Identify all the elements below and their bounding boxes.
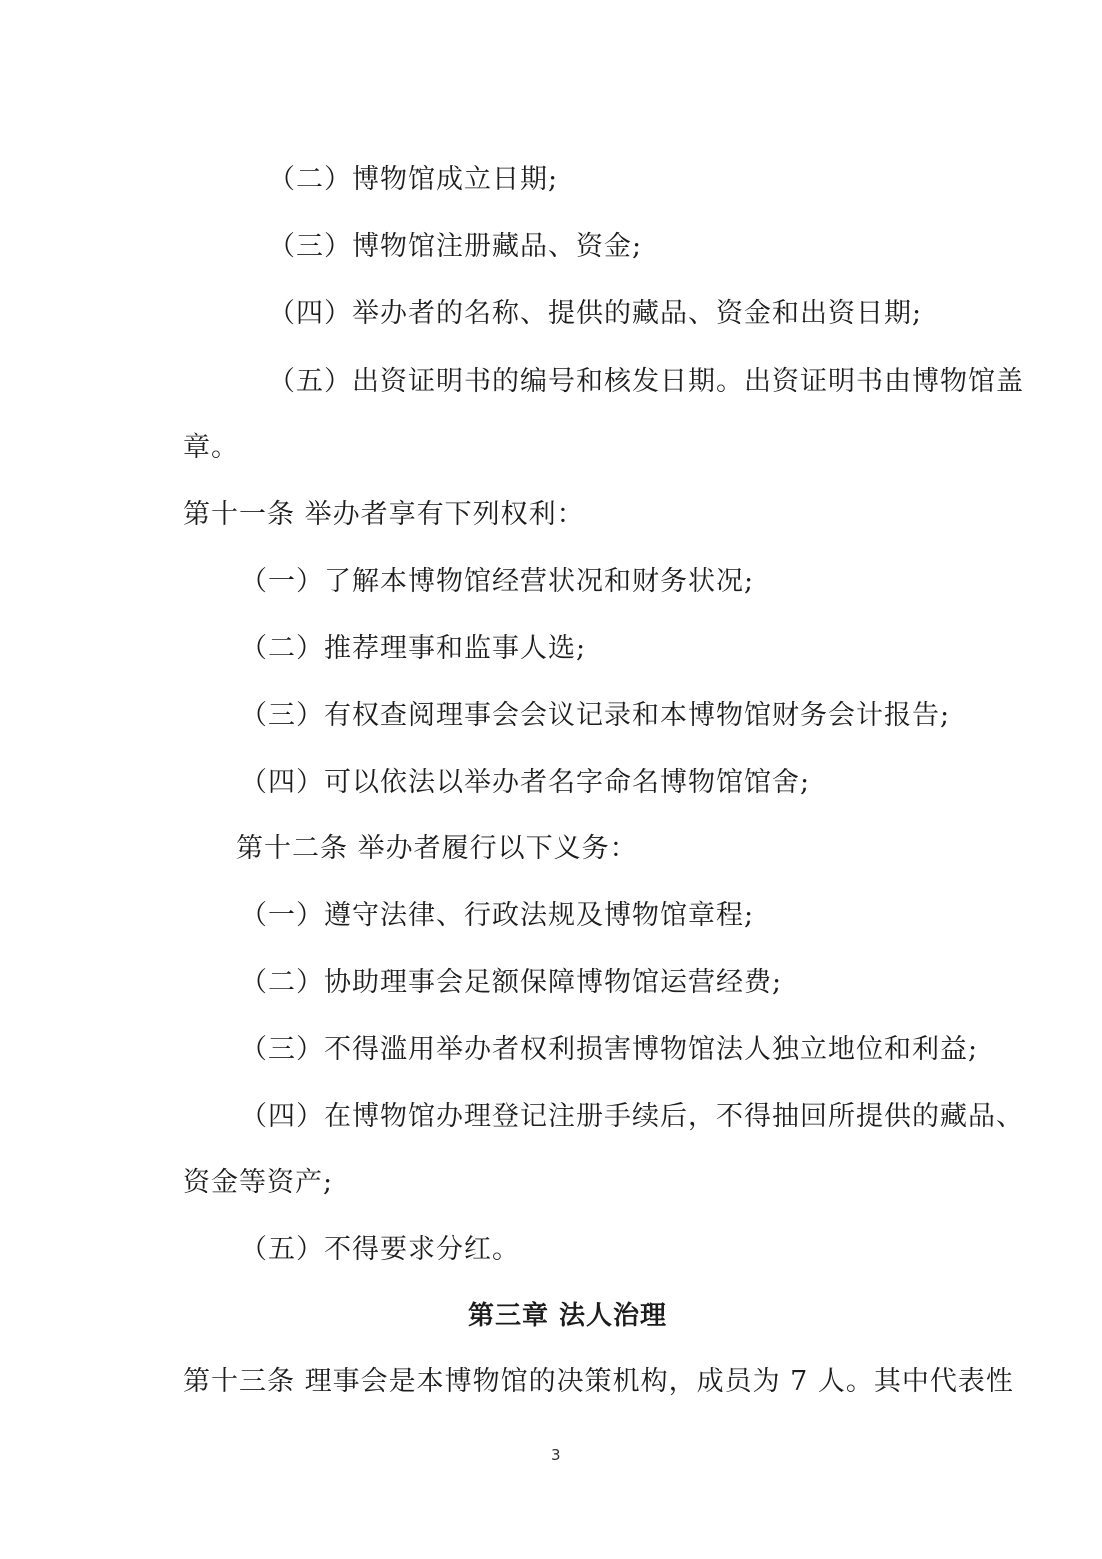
article-12-heading: 第十二条 举办者履行以下义务： bbox=[236, 833, 638, 864]
clause-2-establish-date: （二）博物馆成立日期; bbox=[268, 164, 559, 195]
chapter-3-heading: 第三章 法人治理 bbox=[468, 1301, 668, 1331]
article-12-clause-1: （一）遵守法律、行政法规及博物馆章程; bbox=[240, 900, 755, 931]
article-11-clause-1: （一）了解本博物馆经营状况和财务状况; bbox=[240, 566, 755, 597]
article-12-clause-2: （二）协助理事会足额保障博物馆运营经费; bbox=[240, 967, 783, 998]
article-11-clause-3: （三）有权查阅理事会会议记录和本博物馆财务会计报告; bbox=[240, 700, 951, 731]
article-12-clause-5: （五）不得要求分红。 bbox=[240, 1234, 520, 1265]
article-13-opening: 第十三条 理事会是本博物馆的决策机构，成员为 7 人。其中代表性 bbox=[183, 1366, 1014, 1397]
page-number: 3 bbox=[551, 1446, 561, 1464]
clause-4-sponsor-name: （四）举办者的名称、提供的藏品、资金和出资日期; bbox=[268, 298, 923, 329]
clause-3-registered-collections: （三）博物馆注册藏品、资金; bbox=[268, 231, 643, 262]
article-12-clause-3: （三）不得滥用举办者权利损害博物馆法人独立地位和利益; bbox=[240, 1034, 979, 1065]
article-11-clause-4: （四）可以依法以举办者名字命名博物馆馆舍; bbox=[240, 767, 811, 798]
article-11-clause-2: （二）推荐理事和监事人选; bbox=[240, 633, 587, 664]
article-12-clause-4: （四）在博物馆办理登记注册手续后，不得抽回所提供的藏品、 bbox=[240, 1101, 1024, 1132]
clause-5-certificate: （五）出资证明书的编号和核发日期。出资证明书由博物馆盖 bbox=[268, 366, 1024, 397]
article-12-clause-4-continuation: 资金等资产; bbox=[183, 1167, 334, 1198]
article-11-heading: 第十一条 举办者享有下列权利： bbox=[183, 499, 585, 530]
clause-5-continuation: 章。 bbox=[183, 432, 239, 463]
